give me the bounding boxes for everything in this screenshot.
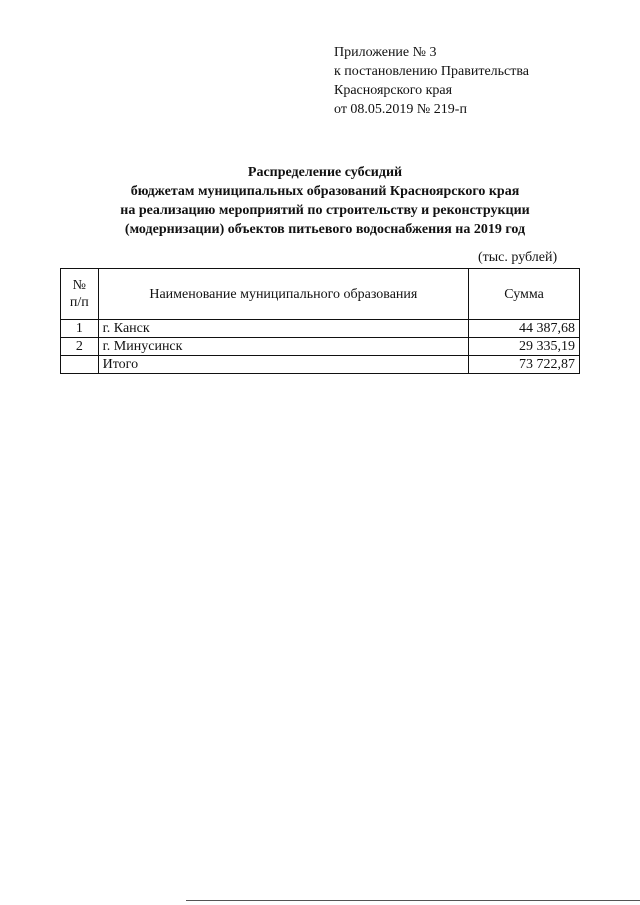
title-line-1: Распределение субсидий	[247, 165, 403, 180]
row-name: г. Канск	[98, 320, 468, 338]
total-sum: 73 722,87	[469, 356, 580, 374]
title-line-2: бюджетам муниципальных образований Красноярского края	[130, 184, 520, 199]
row-name: г. Минусинск	[98, 338, 468, 356]
total-label: Итого	[98, 356, 468, 374]
document-title	[60, 163, 590, 239]
title-line-4: (модернизации) объектов питьевого водоснабжения на 2019 год	[124, 222, 526, 237]
header-num-symbol: №	[72, 278, 86, 293]
total-row	[61, 356, 580, 374]
header-sum: Сумма	[469, 269, 580, 320]
appendix-resolution-ref: к постановлению Правительства	[334, 64, 530, 79]
header-num-abbr: п/п	[69, 295, 89, 310]
table-header-row	[61, 269, 580, 320]
row-num: 2	[61, 338, 99, 356]
table-row	[61, 320, 580, 338]
header-num	[61, 269, 99, 320]
appendix-region: Красноярского края	[334, 83, 453, 98]
page-bottom-divider	[186, 900, 640, 901]
table-row	[61, 338, 580, 356]
appendix-number: Приложение № 3	[334, 45, 437, 60]
units-label: (тыс. рублей)	[478, 250, 558, 265]
row-sum: 44 387,68	[469, 320, 580, 338]
row-sum: 29 335,19	[469, 338, 580, 356]
header-name: Наименование муниципального образования	[98, 269, 468, 320]
title-line-3: на реализацию мероприятий по строительству и реконструкции	[120, 203, 530, 218]
appendix-date: от 08.05.2019 № 219-п	[334, 102, 467, 117]
total-num	[61, 356, 99, 374]
row-num: 1	[61, 320, 99, 338]
subsidy-table	[60, 268, 580, 374]
appendix-header	[334, 43, 529, 119]
